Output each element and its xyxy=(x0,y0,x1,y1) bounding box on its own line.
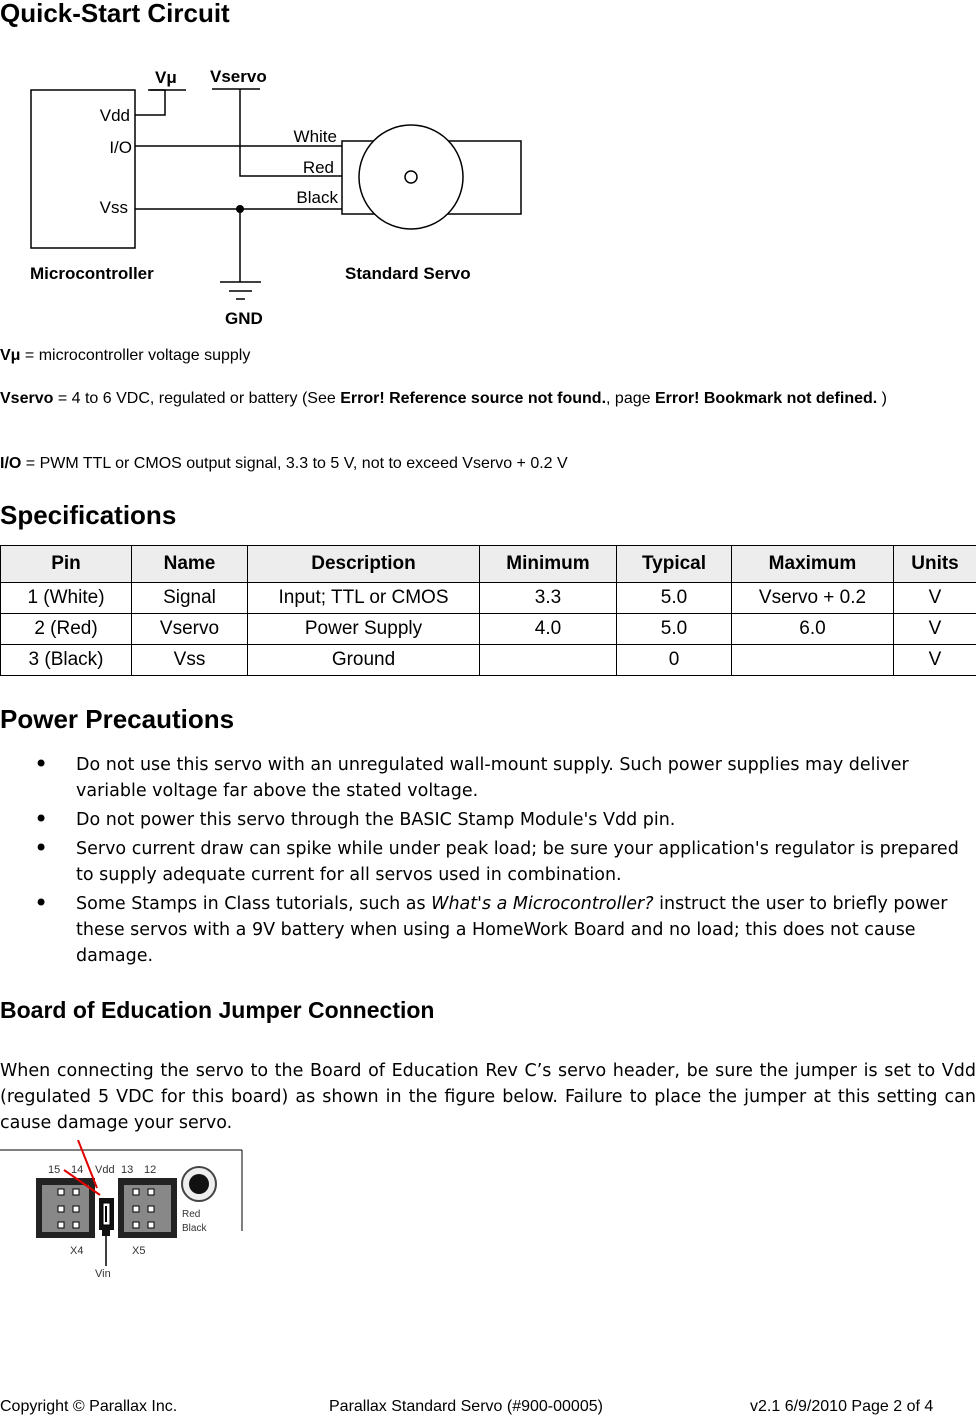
table-row xyxy=(1,645,976,676)
specifications-table xyxy=(0,545,976,676)
list-item: • Servo current draw can spike while under peak load; be sure your application's regulator is prepared to supply adequate current for all servos used in combination. xyxy=(34,834,959,885)
list-item: • Do not power this servo through the BASIC Stamp Module's Vdd pin. xyxy=(34,805,676,833)
cell: 3.3 xyxy=(480,583,617,614)
label-14: 14 xyxy=(71,1164,84,1176)
cell: V xyxy=(894,583,976,614)
quick-start-circuit-diagram xyxy=(0,50,540,335)
jumper-paragraph: When connecting the servo to the Board of Education Rev C’s servo header, be sure the jumper is set to Vdd (regulated 5 VDC for this board) as shown in the figure below. Failure to place the jumper at this setting can cause damage your servo. xyxy=(0,1060,976,1133)
col-header-minimum: Minimum xyxy=(480,546,617,583)
precautions-list xyxy=(0,752,976,972)
bullet-icon: • xyxy=(34,750,49,778)
label-x4: X4 xyxy=(70,1245,84,1257)
cell: 5.0 xyxy=(617,583,732,614)
label-microcontroller: Microcontroller xyxy=(30,264,154,283)
label-12: 12 xyxy=(144,1164,157,1176)
cell: V xyxy=(894,645,976,676)
section-title-quick-start: Quick-Start Circuit xyxy=(0,0,230,28)
section-title-power-precautions: Power Precautions xyxy=(0,704,235,734)
label-vmu: Vμ xyxy=(155,68,177,87)
cell: 5.0 xyxy=(617,614,732,645)
vdd-wire xyxy=(135,90,165,115)
col-header-units: Units xyxy=(894,546,976,583)
note-io: I/O = PWM TTL or CMOS output signal, 3.3 to 5 V, not to exceed Vservo + 0.2 V xyxy=(0,455,568,472)
label-standard-servo: Standard Servo xyxy=(345,264,471,283)
cell: 3 (Black) xyxy=(1,645,132,676)
bullet-icon: • xyxy=(34,889,49,917)
footer-product: Parallax Standard Servo (#900-00005) xyxy=(329,1398,603,1415)
label-vin: Vin xyxy=(95,1268,111,1280)
note-vservo: Vservo = 4 to 6 VDC, regulated or battery (See Error! Reference source not found., page Error! Bookmark not defined. ) xyxy=(0,390,887,407)
label-vdd: Vdd xyxy=(99,106,130,125)
label-red-wire: Red xyxy=(182,1209,201,1220)
note-vmu: Vμ = microcontroller voltage supply xyxy=(0,347,251,364)
cell: Input; TTL or CMOS xyxy=(248,583,480,614)
cell: Vservo xyxy=(132,614,248,645)
label-vdd: Vdd xyxy=(95,1164,115,1176)
table-header-row xyxy=(1,546,976,583)
col-header-pin: Pin xyxy=(1,546,132,583)
label-red: Red xyxy=(302,158,334,177)
section-title-jumper: Board of Education Jumper Connection xyxy=(0,997,435,1023)
cell: 6.0 xyxy=(732,614,894,645)
cell: Vss xyxy=(132,645,248,676)
cell: Power Supply xyxy=(248,614,480,645)
list-item: • Some Stamps in Class tutorials, such as What's a Microcontroller? instruct the user to briefly power these servos with a 9V battery when using a HomeWork Board and no load; this does not cause damage. xyxy=(34,889,948,966)
bullet-icon: • xyxy=(34,805,49,833)
label-vservo: Vservo xyxy=(210,67,267,86)
label-black-wire: Black xyxy=(182,1223,207,1234)
jumper-figure xyxy=(0,1140,260,1290)
cell: V xyxy=(894,614,976,645)
section-title-specifications: Specifications xyxy=(0,500,177,530)
label-gnd: GND xyxy=(225,309,263,328)
cell: Ground xyxy=(248,645,480,676)
label-15: 15 xyxy=(48,1164,61,1176)
list-item: • Do not use this servo with an unregulated wall-mount supply. Such power supplies may deliver variable voltage far above the stated voltage. xyxy=(34,750,909,801)
bullet-icon: • xyxy=(34,834,49,862)
cell: Vservo + 0.2 xyxy=(732,583,894,614)
label-white: White xyxy=(293,127,337,146)
cell xyxy=(732,645,894,676)
cell: 1 (White) xyxy=(1,583,132,614)
servo-shaft xyxy=(405,171,417,183)
table-row xyxy=(1,583,976,614)
cell: 4.0 xyxy=(480,614,617,645)
col-header-name: Name xyxy=(132,546,248,583)
label-13: 13 xyxy=(121,1164,134,1176)
label-x5: X5 xyxy=(132,1245,146,1257)
footer-version: v2.1 6/9/2010 Page 2 of 4 xyxy=(750,1398,934,1415)
footer-copyright: Copyright © Parallax Inc. xyxy=(0,1398,178,1415)
col-header-maximum: Maximum xyxy=(732,546,894,583)
label-vss: Vss xyxy=(99,198,128,217)
cell: Signal xyxy=(132,583,248,614)
cell: 0 xyxy=(617,645,732,676)
label-io: I/O xyxy=(109,138,132,157)
col-header-description: Description xyxy=(248,546,480,583)
col-header-typical: Typical xyxy=(617,546,732,583)
cell xyxy=(480,645,617,676)
cell: 2 (Red) xyxy=(1,614,132,645)
label-black: Black xyxy=(296,188,338,207)
table-row xyxy=(1,614,976,645)
